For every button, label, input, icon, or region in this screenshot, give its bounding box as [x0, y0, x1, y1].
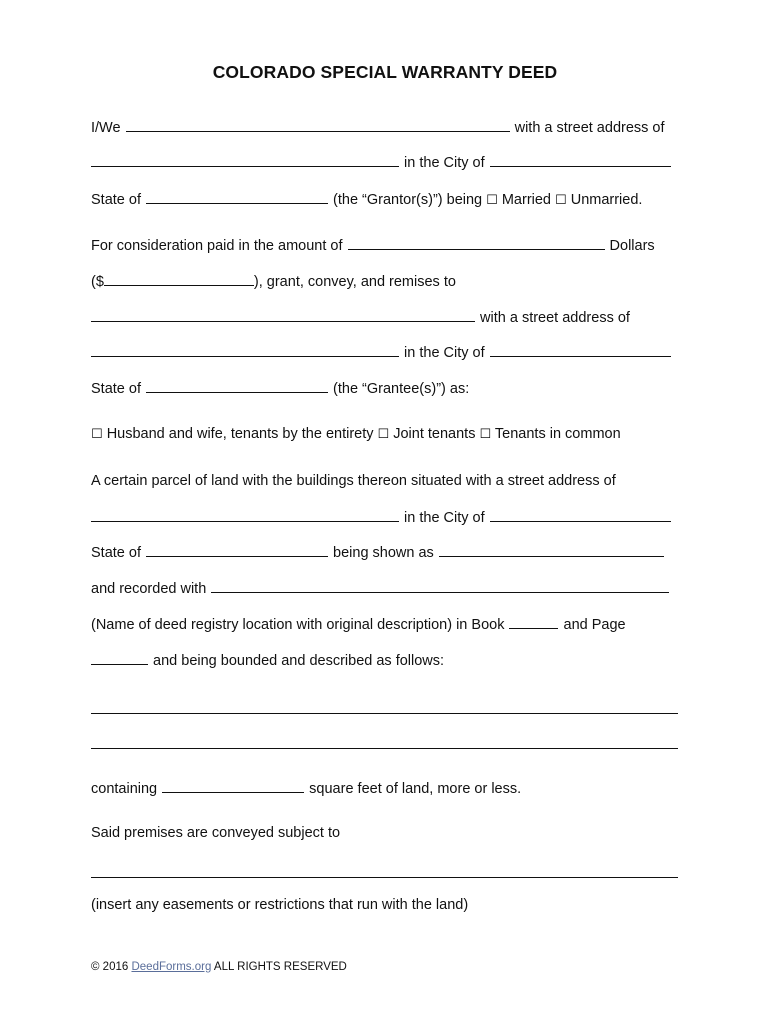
consideration-words-blank[interactable] [348, 235, 605, 250]
grantee-city-blank[interactable] [490, 342, 671, 357]
easements-note: (insert any easements or restrictions that run with the land) [91, 897, 469, 913]
grantee-state-blank[interactable] [146, 378, 328, 393]
recorded-with-line [91, 578, 679, 599]
grantor-street-blank[interactable] [91, 152, 399, 167]
grant-convey-label: ), grant, convey, and remises to [253, 274, 456, 290]
grantor-label: (the “Grantor(s)”) being [333, 192, 483, 208]
registry-line [91, 614, 679, 635]
square-feet-label: square feet of land, more or less. [309, 781, 522, 797]
grantee-street-blank[interactable] [91, 342, 399, 357]
deedforms-link[interactable]: DeedForms.org [131, 961, 212, 973]
recorded-with-blank[interactable] [211, 578, 669, 593]
recorded-with-label: and recorded with [91, 581, 207, 597]
amount-blank[interactable] [104, 271, 254, 286]
easements-note-line [91, 895, 679, 915]
unmarried-checkbox[interactable]: ☐ [555, 193, 567, 208]
document-title: COLORADO SPECIAL WARRANTY DEED [212, 62, 558, 82]
bounded-label: and being bounded and described as follows: [153, 653, 445, 669]
shown-as-blank[interactable] [439, 542, 664, 557]
tenants-common-label: Tenants in common [494, 426, 621, 442]
consideration-label: For consideration paid in the amount of [91, 238, 343, 254]
registry-label: (Name of deed registry location with original description) in Book [91, 617, 505, 633]
footer [91, 961, 347, 973]
parcel-state-label: State of [91, 545, 141, 561]
joint-tenants-label: Joint tenants [393, 426, 476, 442]
description-rule-1[interactable] [91, 713, 678, 714]
dollars-label: Dollars [609, 238, 655, 254]
grantor-city-blank[interactable] [490, 152, 671, 167]
street-address-label: with a street address of [514, 120, 665, 136]
subject-to-line [91, 823, 679, 843]
consideration-line [91, 235, 679, 256]
grantor-name-line [91, 117, 679, 138]
grantee-city-label: in the City of [404, 345, 485, 361]
bounded-line [91, 650, 679, 671]
grantee-label: (the “Grantee(s)”) as: [333, 381, 470, 397]
parcel-line [91, 471, 679, 491]
grantee-state-label: State of [91, 381, 141, 397]
grantee-address-line [91, 342, 679, 363]
parcel-state-line [91, 542, 679, 563]
parcel-city-label: in the City of [404, 510, 485, 526]
married-label: Married [501, 192, 551, 208]
parcel-street-blank[interactable] [91, 507, 399, 522]
iwe-label: I/We [91, 120, 121, 136]
grantor-state-line [91, 189, 679, 211]
parcel-state-blank[interactable] [146, 542, 328, 557]
state-label: State of [91, 192, 141, 208]
tenants-common-checkbox[interactable]: ☐ [479, 427, 492, 442]
page-number-blank[interactable] [91, 650, 148, 665]
page-label: and Page [563, 617, 626, 633]
parcel-label: A certain parcel of land with the buildings thereon situated with a street address of [91, 473, 616, 489]
entirety-label: Husband and wife, tenants by the entirety [106, 426, 374, 442]
parcel-address-line [91, 507, 679, 528]
grantor-state-blank[interactable] [146, 189, 328, 204]
dollar-sign-label: ($ [91, 274, 104, 290]
city-label: in the City of [404, 155, 485, 171]
description-rule-2[interactable] [91, 748, 678, 749]
parcel-city-blank[interactable] [490, 507, 671, 522]
containing-label: containing [91, 781, 158, 797]
grantor-address-line [91, 152, 679, 173]
grantee-street-label: with a street address of [480, 310, 630, 326]
grantee-state-line [91, 378, 679, 399]
containing-line [91, 778, 679, 799]
easements-rule[interactable] [91, 877, 678, 878]
grantee-name-line [91, 307, 679, 328]
rights-text: ALL RIGHTS RESERVED [213, 961, 347, 973]
shown-as-label: being shown as [333, 545, 434, 561]
book-blank[interactable] [509, 614, 558, 629]
married-checkbox[interactable]: ☐ [486, 193, 498, 208]
entirety-checkbox[interactable]: ☐ [91, 427, 103, 442]
subject-to-label: Said premises are conveyed subject to [91, 825, 341, 841]
unmarried-label: Unmarried. [570, 192, 643, 208]
grantor-name-blank[interactable] [126, 117, 510, 132]
grantee-name-blank[interactable] [91, 307, 475, 322]
amount-line [91, 271, 679, 292]
square-feet-blank[interactable] [162, 778, 304, 793]
joint-tenants-checkbox[interactable]: ☐ [377, 427, 390, 442]
copyright-text: © 2016 [91, 961, 129, 973]
tenancy-line [91, 424, 679, 445]
